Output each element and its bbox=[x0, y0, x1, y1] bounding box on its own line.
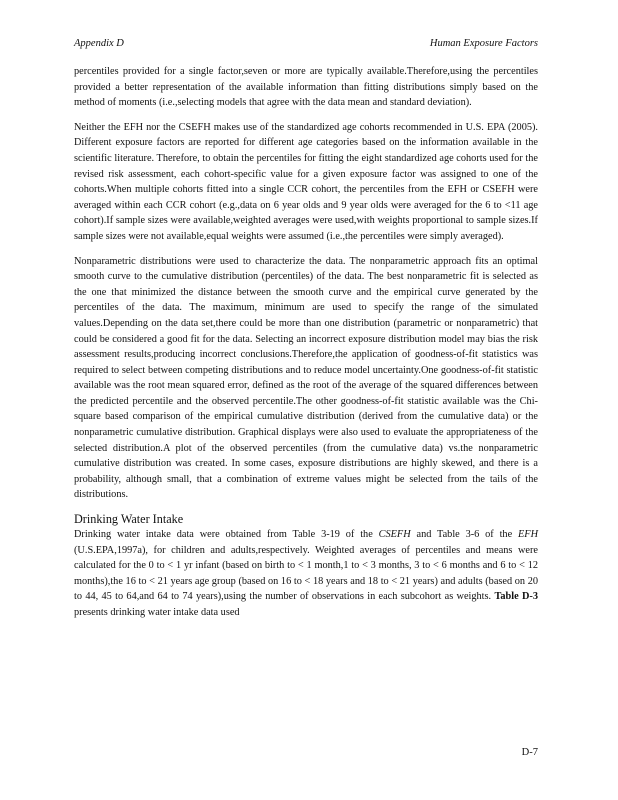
page-number: D-7 bbox=[521, 747, 538, 758]
paragraph-2-text: Neither the EFH nor the CSEFH makes use of the standardized age cohorts recommended in U.S. EPA (2005). Different exposure factors are reported for different age categories based on the information available in the scientific literature. Therefore, to obtain the percentiles for fitting the eight standardized age cohorts used for the revised risk assessment, each cohort-specific value for a given exposure factor was assigned to one of the cohorts.When multiple cohorts fitted into a single CCR cohort, the percentiles from the EFH or CSEFH were averaged within each CCR cohort (e.g.,data on 6 year olds and 9 year olds were averaged for the 6 to <11 age cohort).If sample sizes were available,weighted averages were used,with weights proportional to sample sizes.If sample sizes were not available,equal weights were assumed (i.e.,the percentiles were simply averaged). bbox=[74, 121, 538, 242]
page-header bbox=[74, 38, 538, 52]
header-appendix-label: Appendix D bbox=[74, 38, 124, 49]
paragraph-4-csefh: CSEFH bbox=[378, 529, 411, 541]
paragraph-3-text: Nonparametric distributions were used to characterize the data. The nonparametric approach fits an optimal smooth curve to the cumulative distribution (percentiles) of the data. The best nonparametric fit is selected as the one that minimized the distance between the smooth curve and the empirical curve generated by the percentiles of the data. The maximum, minimum are used to specify the range of the simulated values.Depending on the data set,there could be more than one distribution (parametric or nonparametric) that could be considered a good fit for the data. Selecting an incorrect exposure distribution model may bias the risk assessment results,producing incorrect conclusions.Therefore,the application of goodness-of-fit statistics was required to select between competing distributions and to reduce model uncertainty.One goodness-of-fit statistic available was the root mean squared error, defined as the root of the average of the squared differences between the predicted percentile and the observed percentile.The other goodness-of-fit statistic available was the Chi-square based comparison of the empirical cumulative distribution (derived from the cumulative data) or the nonparametric cumulative distribution. Graphical displays were also used to evaluate the appropriateness of the selected distribution.A plot of the observed percentiles (from the cumulative data) vs.the nonparametric cumulative distribution was created. In some cases, exposure distributions are highly skewed, and there is a probability, although small, that a combination of extreme values might be selected from the tails of the distributions. bbox=[74, 255, 538, 501]
paragraph-4-table-ref: Table D-3 bbox=[494, 591, 538, 603]
paragraph-3 bbox=[74, 254, 538, 504]
paragraph-4-text-b: and Table 3-6 of the bbox=[410, 529, 518, 541]
paragraph-2 bbox=[74, 120, 538, 245]
paragraph-4-text-a: Drinking water intake data were obtained from Table 3-19 of the bbox=[74, 529, 379, 541]
paragraph-4-efh: EFH bbox=[517, 529, 538, 541]
paragraph-4 bbox=[74, 527, 538, 621]
header-document-title: Human Exposure Factors bbox=[429, 38, 538, 49]
section-heading-drinking-water: Drinking Water Intake bbox=[74, 512, 184, 527]
paragraph-1-text: percentiles provided for a single factor,seven or more are typically available.Therefore,using the percentiles provided a better representation of the available information than fitting distributions simply based on the method of moments (i.e.,selecting models that agree with the data mean and standard deviation). bbox=[74, 66, 538, 109]
document-body bbox=[74, 64, 538, 630]
paragraph-1 bbox=[74, 64, 538, 111]
paragraph-4-text-c: (U.S.EPA,1997a), for children and adults,respectively. Weighted averages of percentiles and means were calculated for the 0 to < 1 yr infant (based on birth to < 1 month,1 to < 3 months, 3 to < 6 months and 6 to < 12 months),the 16 to < 21 years age group (based on 16 to < 18 years and 18 to < 21 years) and adults (based on 20 to 44, 45 to 64,and 64 to 74 years),using the number of observations in each subcohort as weights. bbox=[74, 544, 538, 603]
paragraph-4-text-d: presents drinking water intake data used bbox=[74, 607, 240, 618]
